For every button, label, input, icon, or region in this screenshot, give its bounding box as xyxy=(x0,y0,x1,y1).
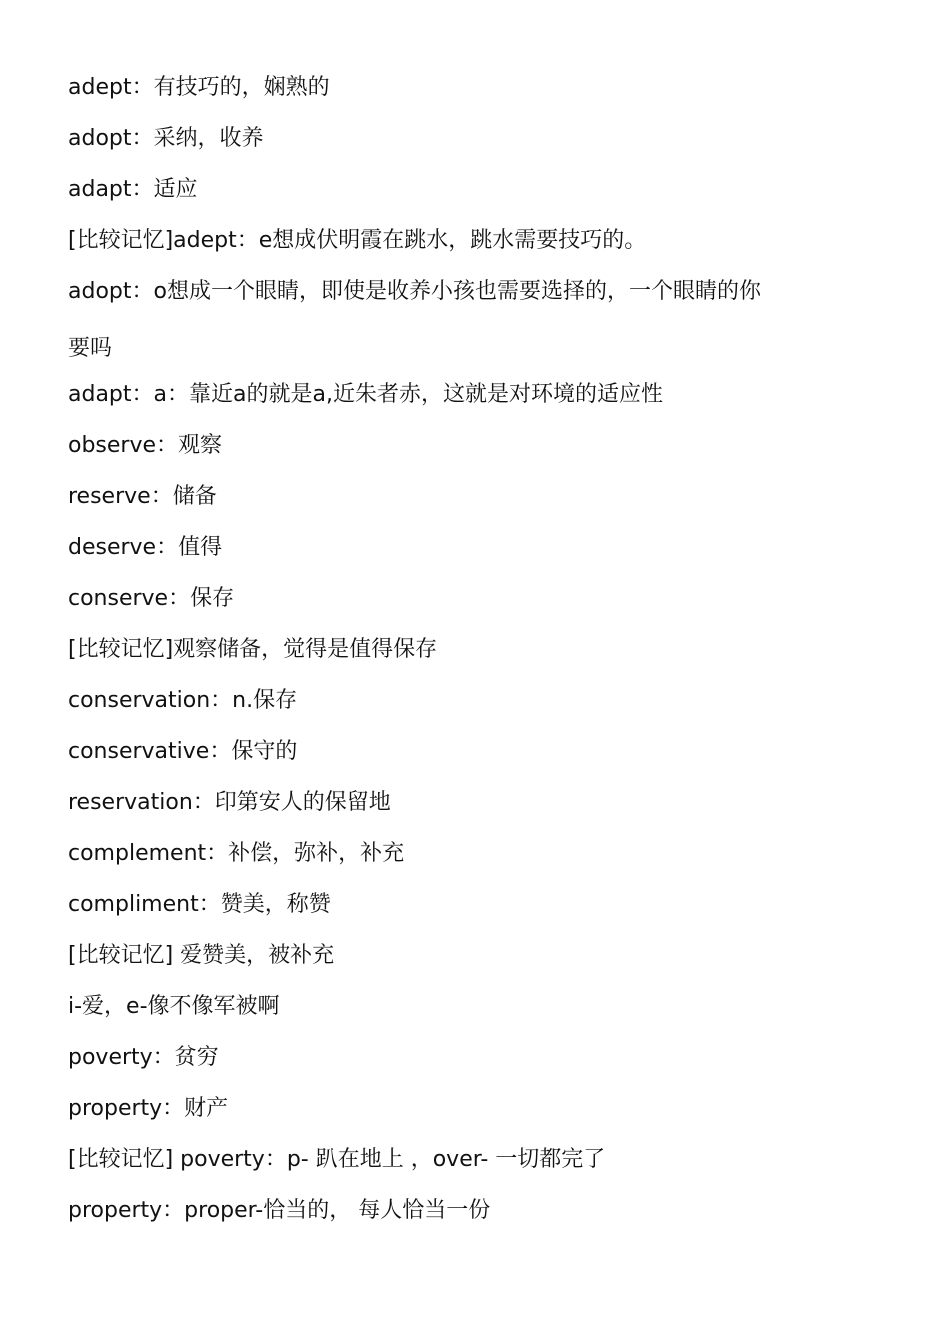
text-line: compliment：赞美，称赞 xyxy=(68,892,331,917)
text-line: [比较记忆] poverty：p- 趴在地上 ，over- 一切都完了 xyxy=(68,1147,606,1172)
text-line: [比较记忆]观察储备，觉得是值得保存 xyxy=(68,637,438,662)
text-line: i-爱，e-像不像军被啊 xyxy=(68,994,280,1019)
text-line: 要吗 xyxy=(68,336,113,361)
text-line: conserve：保存 xyxy=(68,586,235,611)
text-line: conservation：n.保存 xyxy=(68,688,298,713)
text-line: property：proper-恰当的， 每人恰当一份 xyxy=(68,1198,491,1223)
text-line: adept：有技巧的，娴熟的 xyxy=(68,75,330,100)
text-line: reserve：储备 xyxy=(68,484,217,509)
text-line: complement：补偿，弥补，补充 xyxy=(68,841,405,866)
text-line: adapt：适应 xyxy=(68,177,198,202)
text-line: poverty：贫穷 xyxy=(68,1045,219,1070)
text-line: property：财产 xyxy=(68,1096,229,1121)
text-line: adopt：o想成一个眼睛，即使是收养小孩也需要选择的，一个眼睛的你 xyxy=(68,279,761,304)
text-line: [比较记忆] 爱赞美，被补充 xyxy=(68,943,335,968)
text-line: reservation：印第安人的保留地 xyxy=(68,790,391,815)
text-line: [比较记忆]adept：e想成伏明霞在跳水，跳水需要技巧的。 xyxy=(68,228,647,253)
text-line: observe：观察 xyxy=(68,433,223,458)
text-line: conservative：保守的 xyxy=(68,739,298,764)
text-line: deserve：值得 xyxy=(68,535,223,560)
text-line: adopt：采纳，收养 xyxy=(68,126,264,151)
text-line: adapt：a：靠近a的就是a,近朱者赤，这就是对环境的适应性 xyxy=(68,382,663,407)
